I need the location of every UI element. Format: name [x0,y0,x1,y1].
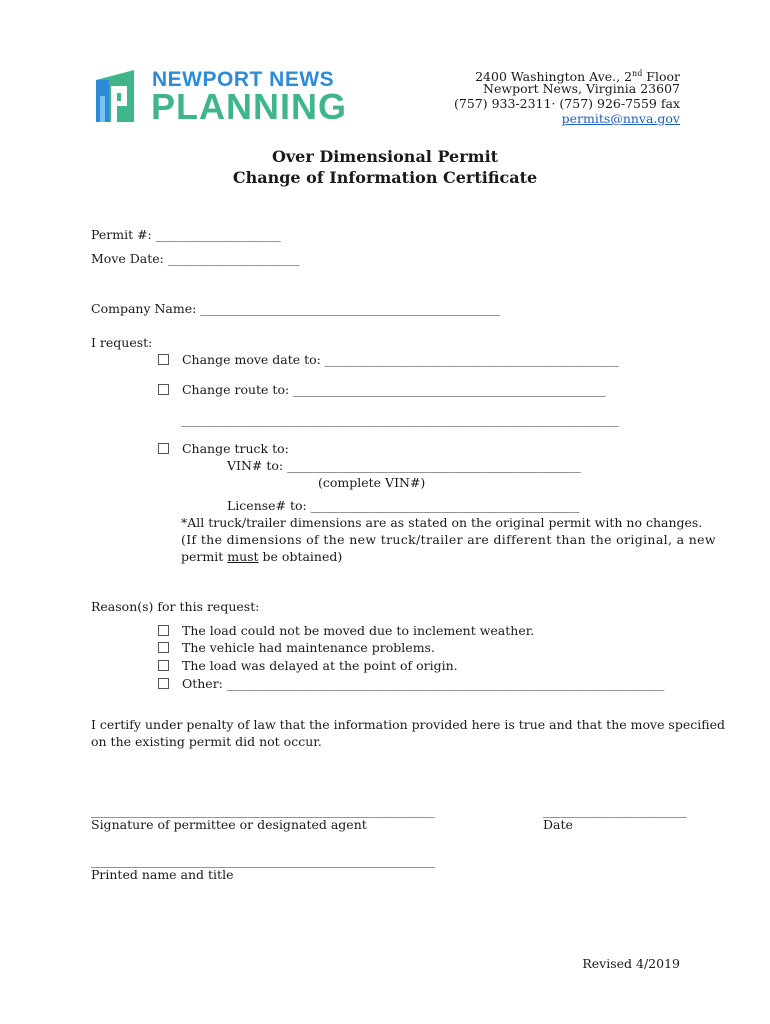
document-title-line1: Over Dimensional Permit [271,147,499,166]
change-truck-option[interactable] [158,440,289,457]
change-route-option[interactable] [158,381,606,398]
certify-line2: on the existing permit did not occur. [91,734,322,749]
reason-weather-checkbox[interactable] [158,625,169,636]
change-date-label: Change move date to: _______________________________________________ [181,352,619,367]
reason-delay-label: The load was delayed at the point of origin. [181,658,458,673]
reason-maintenance-checkbox[interactable] [158,642,169,653]
request-label: I request: [91,335,153,350]
reason-other-label: Other: ______________________________________________________________________ [181,676,665,691]
reason-other-checkbox[interactable] [158,678,169,689]
change-date-checkbox[interactable] [158,354,169,365]
must-emphasis: must [227,549,259,564]
logo-line1: NEWPORT NEWS [152,68,335,91]
new-permit-note-line2: permit must be obtained) [181,549,343,564]
address-line2: Newport News, Virginia 23607 [483,81,680,96]
reason-maintenance-label: The vehicle had maintenance problems. [181,640,435,655]
new-permit-note [181,531,716,565]
address-line1: 2400 Washington Ave., 2nd Floor [475,69,680,85]
reason-maintenance-option[interactable] [158,639,435,656]
signature-line[interactable]: _______________________________________________________ [91,803,435,818]
reason-weather-label: The load could not be moved due to inclement weather. [181,623,535,638]
change-truck-label: Change truck to: [181,441,289,456]
change-route-line2[interactable]: ______________________________________________________________________ [181,412,619,427]
email-link-text[interactable]: permits@nnva.gov [561,111,680,126]
email-link[interactable] [562,110,680,127]
logo-line2: PLANNING [151,86,347,127]
move-date-field[interactable]: Move Date: _____________________ [91,251,300,266]
change-route-checkbox[interactable] [158,384,169,395]
reason-weather-option[interactable] [158,622,534,639]
permit-number-field[interactable]: Permit #: ____________________ [91,227,281,242]
printed-name-line[interactable]: _______________________________________________________ [91,853,435,868]
nn-building-logo-icon [92,66,138,124]
change-truck-checkbox[interactable] [158,443,169,454]
change-date-option[interactable] [158,351,619,368]
revised-date: Revised 4/2019 [582,956,680,971]
dimensions-note: *All truck/trailer dimensions are as stated on the original permit with no changes. [181,515,703,530]
date-line[interactable]: _______________________ [543,803,687,818]
reasons-label: Reason(s) for this request: [91,599,260,614]
signature-label: Signature of permittee or designated agent [91,817,367,832]
change-route-label: Change route to: __________________________________________________ [181,382,606,397]
certify-line1: I certify under penalty of law that the information provided here is true and that the move specified [91,717,725,732]
reason-delay-option[interactable] [158,657,458,674]
vin-field[interactable]: VIN# to: _______________________________________________ [227,458,581,473]
company-name-field[interactable]: Company Name: ________________________________________________ [91,301,501,316]
date-label: Date [543,817,573,832]
address-line3: (757) 933-2311· (757) 926-7559 fax [453,96,680,111]
new-permit-note-line1: (If the dimensions of the new truck/trailer are different than the original, a new [181,532,716,547]
license-field[interactable]: License# to: ___________________________________________ [227,498,580,513]
logo [92,66,354,127]
reason-other-option[interactable] [158,675,664,692]
vin-hint: (complete VIN#) [318,475,426,490]
document-title-line2: Change of Information Certificate [232,168,538,187]
printed-name-label: Printed name and title [91,867,234,882]
reason-delay-checkbox[interactable] [158,660,169,671]
